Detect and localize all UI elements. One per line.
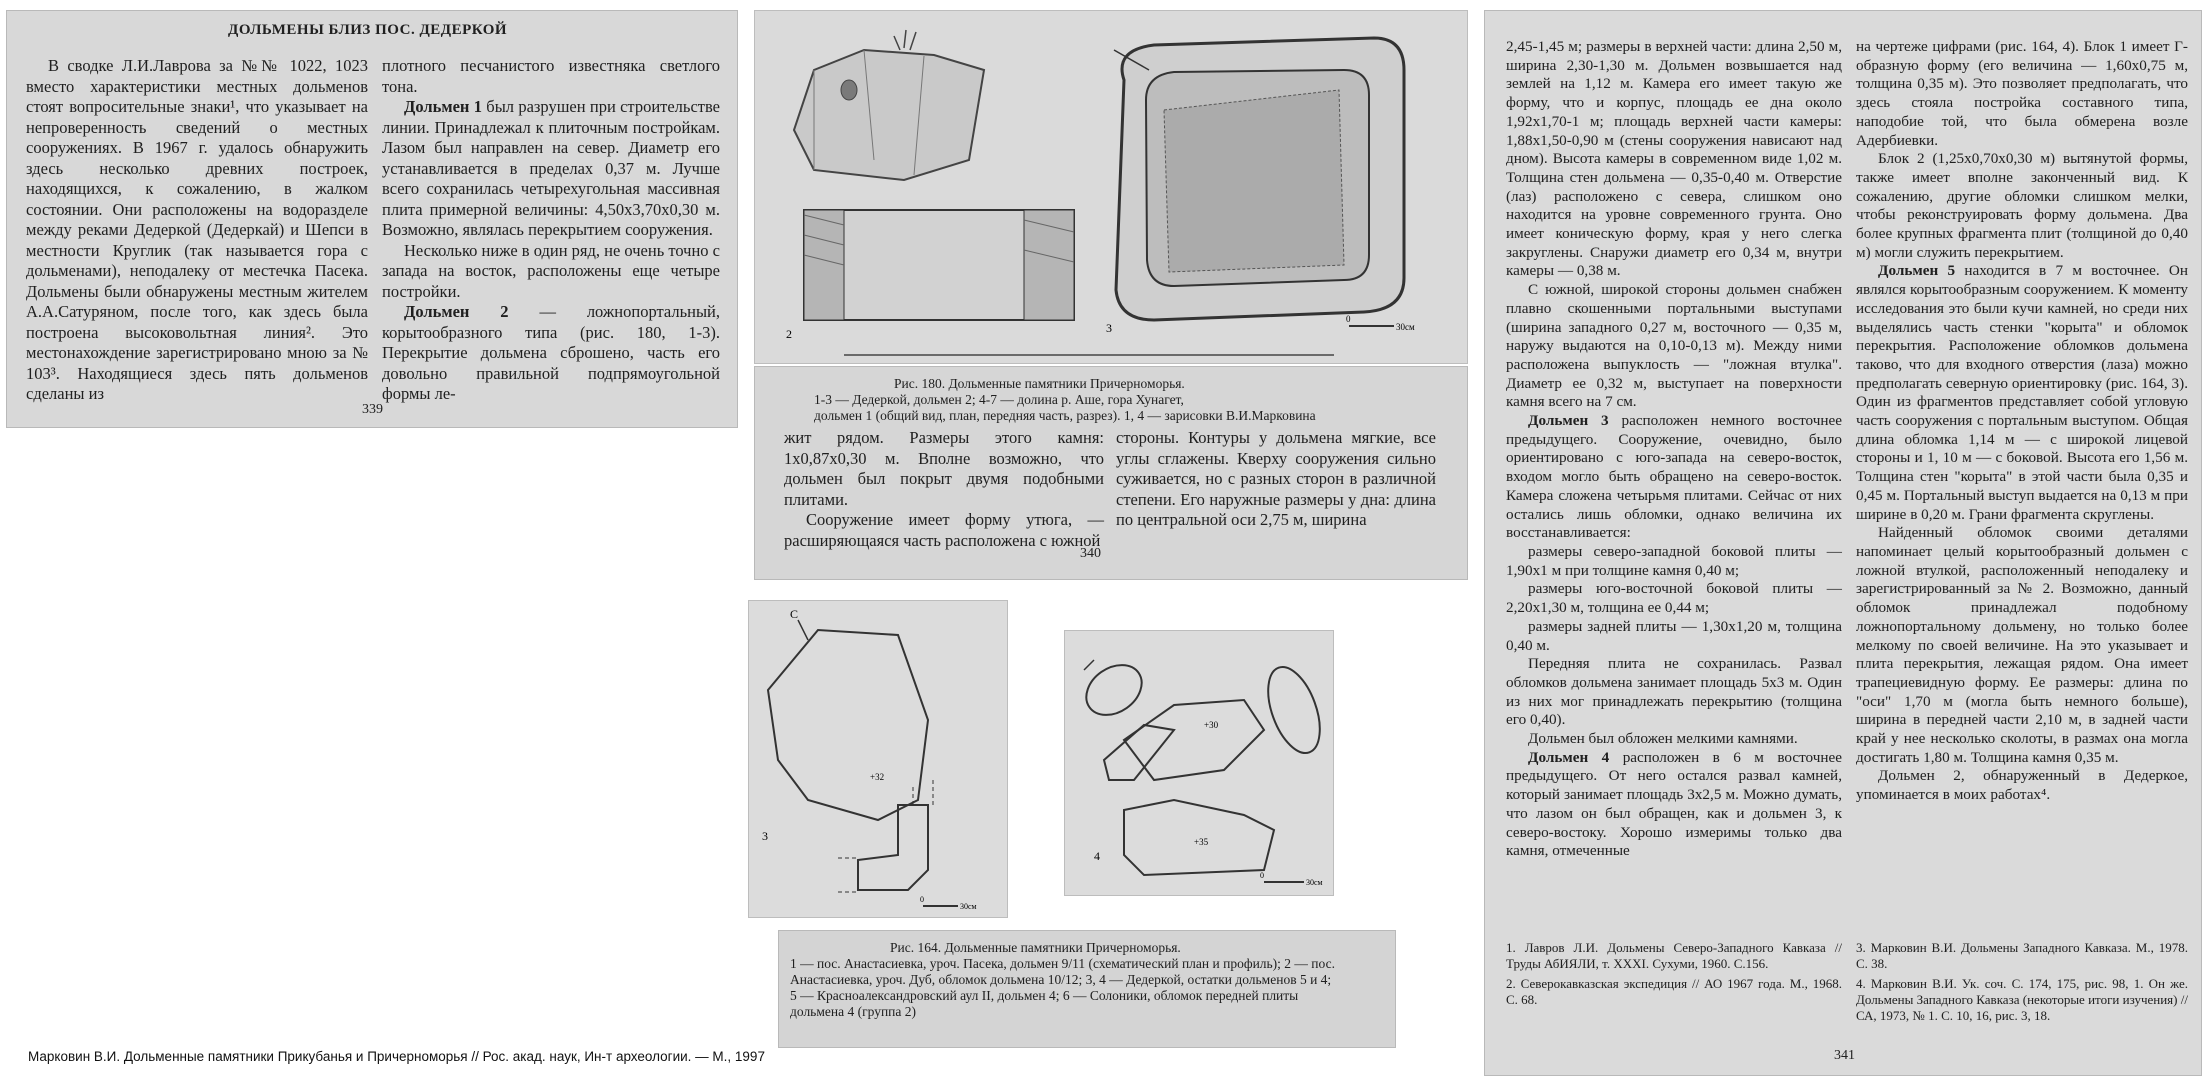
footnote-4: 4. Марковин В.И. Ук. соч. С. 174, 175, рис. 98, 1. Он же. Дольмены Западного Кавказа (некоторые итоги изучения) // СА, 1973, № 1. С. 10, 16, рис. 3, 18. xyxy=(1856,976,2188,1023)
page341-col1-p1: 2,45-1,45 м; размеры в верхней части: длина 2,50 м, ширина 2,30-1,30 м. Дольмен возвышается над землей на 1,12 м. Камера его имеет такую же форму, что и корпус, площадь ее дна около 1,92х1,70-1 м; площадь верхней части камеры: 1,88х1,50-0,90 м (стены сооружения нависают над дном). Высота камеры в современном виде 1,02 м. Толщина стен дольмена — 0,35-0,40 м. Отверстие (лаз) расположено с севера, слишком оно находится на уровне современного грунта. Оно имеет коническую форму, края у него слегка закруглены. Снаружи диаметр его 0,34 м, внутри камеры — 0,38 м. xyxy=(1506,38,1842,280)
page339-col1-text: В сводке Л.И.Лаврова за №№ 1022, 1023 вместо характеристики местных дольменов стоят вопросительные знаки¹, что указывает на непроверенность сведений о местных сооружениях. В 1967 г. удалось обнаружить здесь несколько древних построек, находящихся, к сожалению, в жалком состоянии. Они расположены на водоразделе между реками Дедеркой (Дедеркай) и Шепси в местности Круглик (так называется гора с дольменами), неподалеку от местечка Пасека. Дольмены были обнаружены местным жителем А.А.Сатуряном, после того, как здесь была построена высоковольтная линия². Это местонахождение зарегистрировано мною за № 103³. Находящиеся здесь пять дольменов сделаны из xyxy=(26,56,368,403)
figure-164-caption xyxy=(778,930,1396,1048)
page339-col2-p3: Несколько ниже в один ряд, не очень точно с запада на восток, расположены еще четыре постройки. xyxy=(382,240,720,301)
page-339-scan xyxy=(6,10,738,428)
fig164-caption-title: Рис. 164. Дольменные памятники Причерноморья. xyxy=(890,940,1181,955)
page339-col2-p1: плотного песчанистого известняка светлого тона. xyxy=(382,56,720,96)
height-mark-30: +30 xyxy=(1204,720,1219,730)
page-title: ДОЛЬМЕНЫ БЛИЗ ПОС. ДЕДЕРКОЙ xyxy=(228,22,508,38)
page341-col1-p2: С южной, широкой стороны дольмен снабжен плавно скошенными портальными выступами (ширина западного 0,27 м, восточного — 0,35 м, наружу выдаются на 0,10-0,13 м). Между ними расположена выпуклость — "ложная втулка". Диаметр ее 0,32 м, выступает на поверхности камня всего на 7 см. xyxy=(1506,281,1842,411)
page-number: 339 xyxy=(362,402,383,417)
scale-zero: 0 xyxy=(1260,871,1264,880)
page341-col2-p3: находится в 7 м восточнее. Он являлся корытообразным сооружением. К моменту исследования это были кучи камней, но среди них выделялись часть стенки "корыта" и обломок перекрытия. Расположение обломков дольмена таково, что для входного отверстия (лаза) можно предполагать северную ориентировку (рис. 164, 3). Один из фрагментов представляет собой угловую часть сооружения с портальным выступом. Общая длина обломка 1,14 м — с широкой лицевой стороны и 1, 10 м — с боковой. Высота его 1,56 м. Толщина стен "корыта" в этой части была 0,35 и 0,45 м. Портальный выступ выдается на 0,13 м при ширине в 0,20 м. Грани фрагмента скруглены. xyxy=(1856,262,2188,523)
scale-30cm: 30см xyxy=(1306,878,1323,887)
fig-label-4: 4 xyxy=(1094,849,1100,863)
page341-col1-p4: размеры северо-западной боковой плиты — 1,90х1 м при толщине камня 0,40 м; xyxy=(1506,542,1842,579)
fig164-caption-line5: дольмена 4 (группа 2) xyxy=(790,1004,917,1019)
source-citation: Марковин В.И. Дольменные памятники Прикубанья и Причерноморья // Рос. акад. наук, Ин-т археологии. — М., 1997 xyxy=(28,1049,765,1064)
page339-col2-p4: — ложнопортальный, корытообразного типа (рис. 180, 1-3). Перекрытие дольмена сброшено, часть его довольно правильной подпрямоугольной формы ле- xyxy=(382,302,720,403)
footnote-2: 2. Северокавказская экспедиция // АО 1967 года. М., 1968. С. 68. xyxy=(1506,976,1842,1007)
scale-30cm: 30см xyxy=(1396,322,1415,332)
page341-col2-p1: на чертеже цифрами (рис. 164, 4). Блок 1 имеет Г-образную форму (его величина — 1,60х0,75 м, толщина 0,35 м). Это позволяет предполагать, что здесь стояла постройка составного типа, наподобие той, что была обмерена возле Адербиевки. xyxy=(1856,38,2188,149)
footnote-3: 3. Марковин В.И. Дольмены Западного Кавказа. М., 1978. С. 38. xyxy=(1856,940,2188,971)
page-340-scan xyxy=(754,366,1468,580)
fig180-caption-title: Рис. 180. Дольменные памятники Причерноморья. xyxy=(894,376,1185,391)
page341-col1-p3: расположен немного восточнее предыдущего. Сооружение, очевидно, было ориентировано с юго-запада на северо-восток, входом могло быть обращено на северо-восток. Камера сложена четырьмя плитами. Сейчас от них остались лишь обломки, однако величина их восстанавливается: xyxy=(1506,412,1842,542)
page-number: 340 xyxy=(1080,546,1101,561)
fig180-caption-line2: 1-3 — Дедеркой, дольмен 2; 4-7 — долина р. Аше, гора Хунагет, xyxy=(814,392,1184,407)
figure-180-drawing xyxy=(754,10,1468,364)
dolmen4-heading: Дольмен 4 xyxy=(1528,748,1610,766)
north-label: С xyxy=(790,607,799,621)
fig164-plan-3 xyxy=(748,600,1008,918)
scale-30cm: 30см xyxy=(960,902,977,911)
page340-col1-p2: Сооружение имеет форму утюга, — расширяющаяся часть расположена с южной xyxy=(784,510,1104,550)
page341-col2-p4: Найденный обломок своими деталями напоминает целый корытообразный дольмен с ложной втулкой, расположенный неподалеку и зарегистрированный за № 2. Возможно, данный обломок принадлежал подобному ложнопортальному дольмену, но только более мелкому по своей величине. На это указывает и плита перекрытия, лежащая рядом. Она имеет трапециевидную форму. Ее размеры: длина по "оси" 1,70 м (могла быть немного больше), ширина в передней части 2,10 м, в задней части край у нее несколько сколоты, в размах она могла достигать 1,80 м. Толщина камня 0,35 м. xyxy=(1856,524,2188,766)
fig-label-2: 2 xyxy=(786,327,792,341)
figure-164-drawing-4 xyxy=(1064,630,1334,896)
fig164-plan-4 xyxy=(1064,630,1334,896)
fig-label-3: 3 xyxy=(1106,321,1112,335)
page340-col2-p1: стороны. Контуры у дольмена мягкие, все углы сглажены. Кверху сооружения сильно суживается, но с разных сторон в различной степени. Его наружные размеры у дна: длина по центральной оси 2,75 м, ширина xyxy=(1116,428,1436,529)
fig164-caption-line3: Анастасиевка, уроч. Дуб, обломок дольмена 10/12; 3, 4 — Дедеркой, остатки дольменов 5 и 4; xyxy=(790,972,1332,987)
figure-180 xyxy=(754,10,1468,364)
dolmen5-heading: Дольмен 5 xyxy=(1878,262,1956,280)
height-mark-32: +32 xyxy=(870,772,885,782)
page-number: 341 xyxy=(1834,1048,1855,1063)
page341-col2-p2: Блок 2 (1,25х0,70х0,30 м) вытянутой формы, также имеет вполне законченный вид. К сожалению, другие обломки слишком мелки, чтобы реконструировать форму дольмена. Два более крупных фрагмента плит (толщиной до 0,40 м) могли служить перекрытием. xyxy=(1856,150,2188,261)
page339-col2-p2: был разрушен при строительстве линии. Принадлежал к плиточным постройкам. Лазом был направлен на север. Диаметр его устанавливается в пределах 0,37 м. Лучше всего сохранилась четырехугольная массивная плита примерной величины: 4,50х3,70х0,30 м. Возможно, являлась перекрытием сооружения. xyxy=(382,97,720,239)
page341-col2-p5: Дольмен 2, обнаруженный в Дедеркое, упоминается в моих работах⁴. xyxy=(1856,767,2188,804)
page341-col1-p8: Дольмен был обложен мелкими камнями. xyxy=(1528,730,1798,748)
page-341-scan xyxy=(1484,10,2202,1076)
fig-label-3: 3 xyxy=(762,829,768,843)
fig164-caption-line4: 5 — Красноалександровский аул II, дольмен 4; 6 — Солоники, обломок передней плиты xyxy=(790,988,1299,1003)
page341-col1-p5: размеры юго-восточной боковой плиты — 2,20х1,30 м, толщина ее 0,44 м; xyxy=(1506,580,1842,617)
scale-zero: 0 xyxy=(1346,314,1351,324)
dolmen1-heading: Дольмен 1 xyxy=(404,97,482,116)
dolmen3-heading: Дольмен 3 xyxy=(1528,412,1609,430)
page341-col1-p7: Передняя плита не сохранилась. Развал обломков дольмена занимает площадь 5х3 м. Один из них мог принадлежать перекрытию (толщина его 0,40). xyxy=(1506,655,1842,729)
footnote-1: 1. Лавров Л.И. Дольмены Северо-Западного Кавказа // Труды АбИЯЛИ, т. XXXI. Сухуми, 1960. С.156. xyxy=(1506,940,1842,971)
height-mark-35: +35 xyxy=(1194,837,1209,847)
fig164-caption-line2: 1 — пос. Анастасиевка, уроч. Пасека, дольмен 9/11 (схематический план и профиль); 2 — пос. xyxy=(790,956,1335,971)
fig180-caption-line3: дольмен 1 (общий вид, план, передняя часть, разрез). 1, 4 — зарисовки В.И.Марковина xyxy=(814,408,1316,423)
page340-col1-p1: жит рядом. Размеры этого камня: 1х0,87х0,30 м. Вполне возможно, что дольмен был покрыт двумя подобными плитами. xyxy=(784,428,1104,509)
page341-col1-p6: размеры задней плиты — 1,30х1,20 м, толщина 0,40 м. xyxy=(1506,617,1842,654)
scale-zero: 0 xyxy=(920,895,924,904)
dolmen2-heading: Дольмен 2 xyxy=(404,302,509,321)
figure-164-drawing-3 xyxy=(748,600,1008,918)
page341-col1-p9: расположен в 6 м восточнее предыдущего. От него остался развал камней, который занимает площадь 3х2,5 м. Можно думать, что лазом он был обращен, как и дольмен 3, к северо-востоку. Хорошо измеримы только два камня, отмеченные xyxy=(1506,748,1843,860)
